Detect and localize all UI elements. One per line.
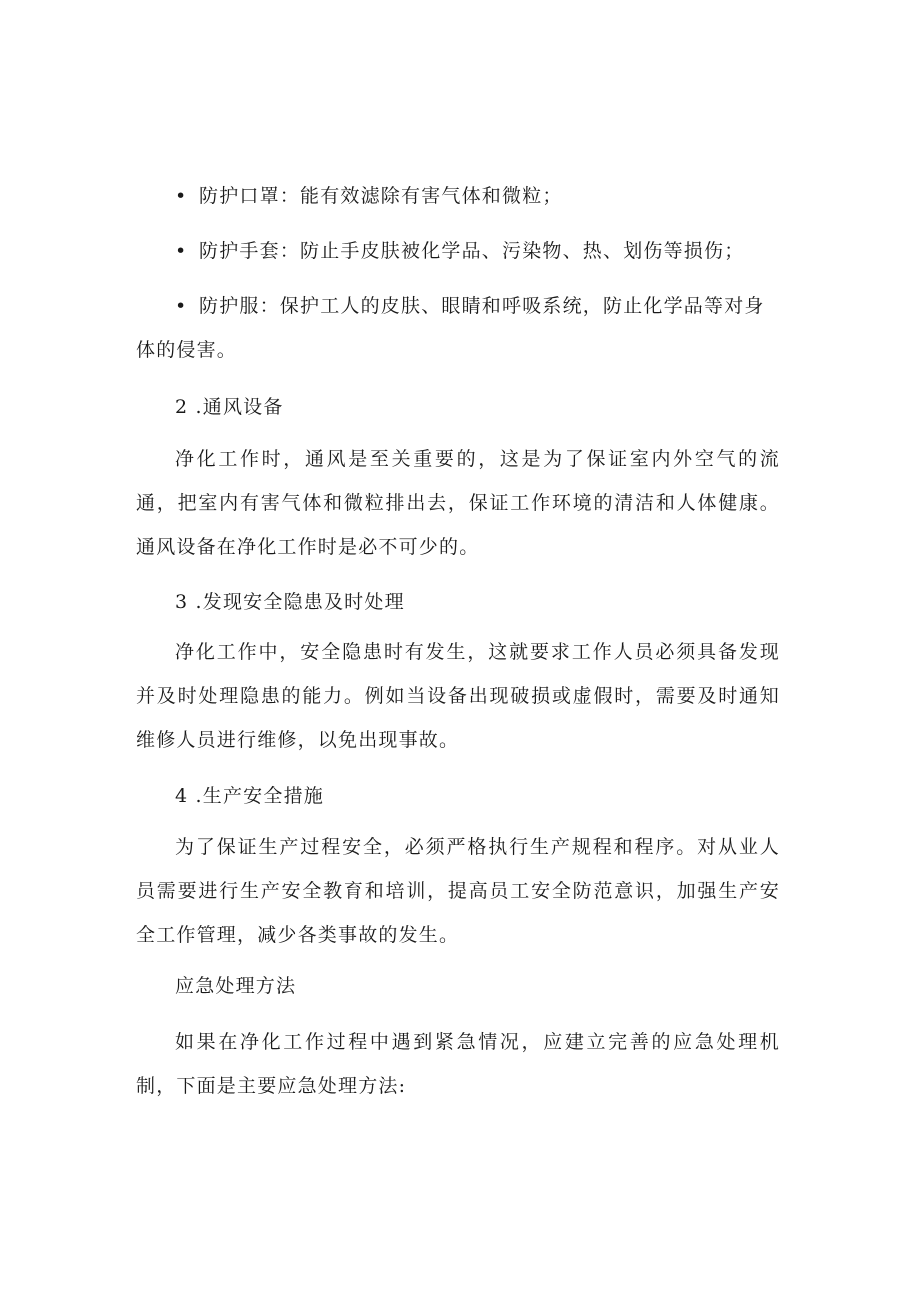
section-paragraph: 为了保证生产过程安全，必须严格执行生产规程和程序。对从业人员需要进行生产安全教育和培训，提高员工安全防范意识，加强生产安全工作管理，减少各类事故的发生。	[136, 836, 780, 946]
bullet-dot: •	[175, 240, 188, 262]
bullet-item	[136, 174, 780, 218]
bullet-text: 防护手套：防止手皮肤被化学品、污染物、热、划伤等损伤；	[199, 240, 745, 262]
bullet-dot: •	[175, 295, 188, 317]
bullet-dot: •	[175, 185, 188, 207]
section-heading: 3 .发现安全隐患及时处理	[175, 591, 405, 613]
section-heading: 4 .生产安全措施	[175, 785, 324, 807]
bullet-text: 防护口罩：能有效滤除有害气体和微粒；	[199, 185, 563, 207]
bullet-text: 防护服：保护工人的皮肤、眼睛和呼吸系统，防止化学品等对身体的侵害。	[136, 295, 765, 361]
bullet-item	[136, 229, 780, 273]
section-paragraph: 净化工作时，通风是至关重要的，这是为了保证室内外空气的流通，把室内有害气体和微粒排出去，保证工作环境的清洁和人体健康。通风设备在净化工作时是必不可少的。	[136, 448, 780, 558]
section-paragraph: 如果在净化工作过程中遇到紧急情况，应建立完善的应急处理机制，下面是主要应急处理方法:	[136, 1031, 780, 1097]
section-heading: 应急处理方法	[175, 975, 297, 997]
section-heading: 2 .通风设备	[175, 396, 284, 418]
bullet-item	[136, 284, 780, 372]
section-paragraph: 净化工作中，安全隐患时有发生，这就要求工作人员必须具备发现并及时处理隐患的能力。例如当设备出现破损或虚假时，需要及时通知维修人员进行维修，以免出现事故。	[136, 641, 780, 751]
